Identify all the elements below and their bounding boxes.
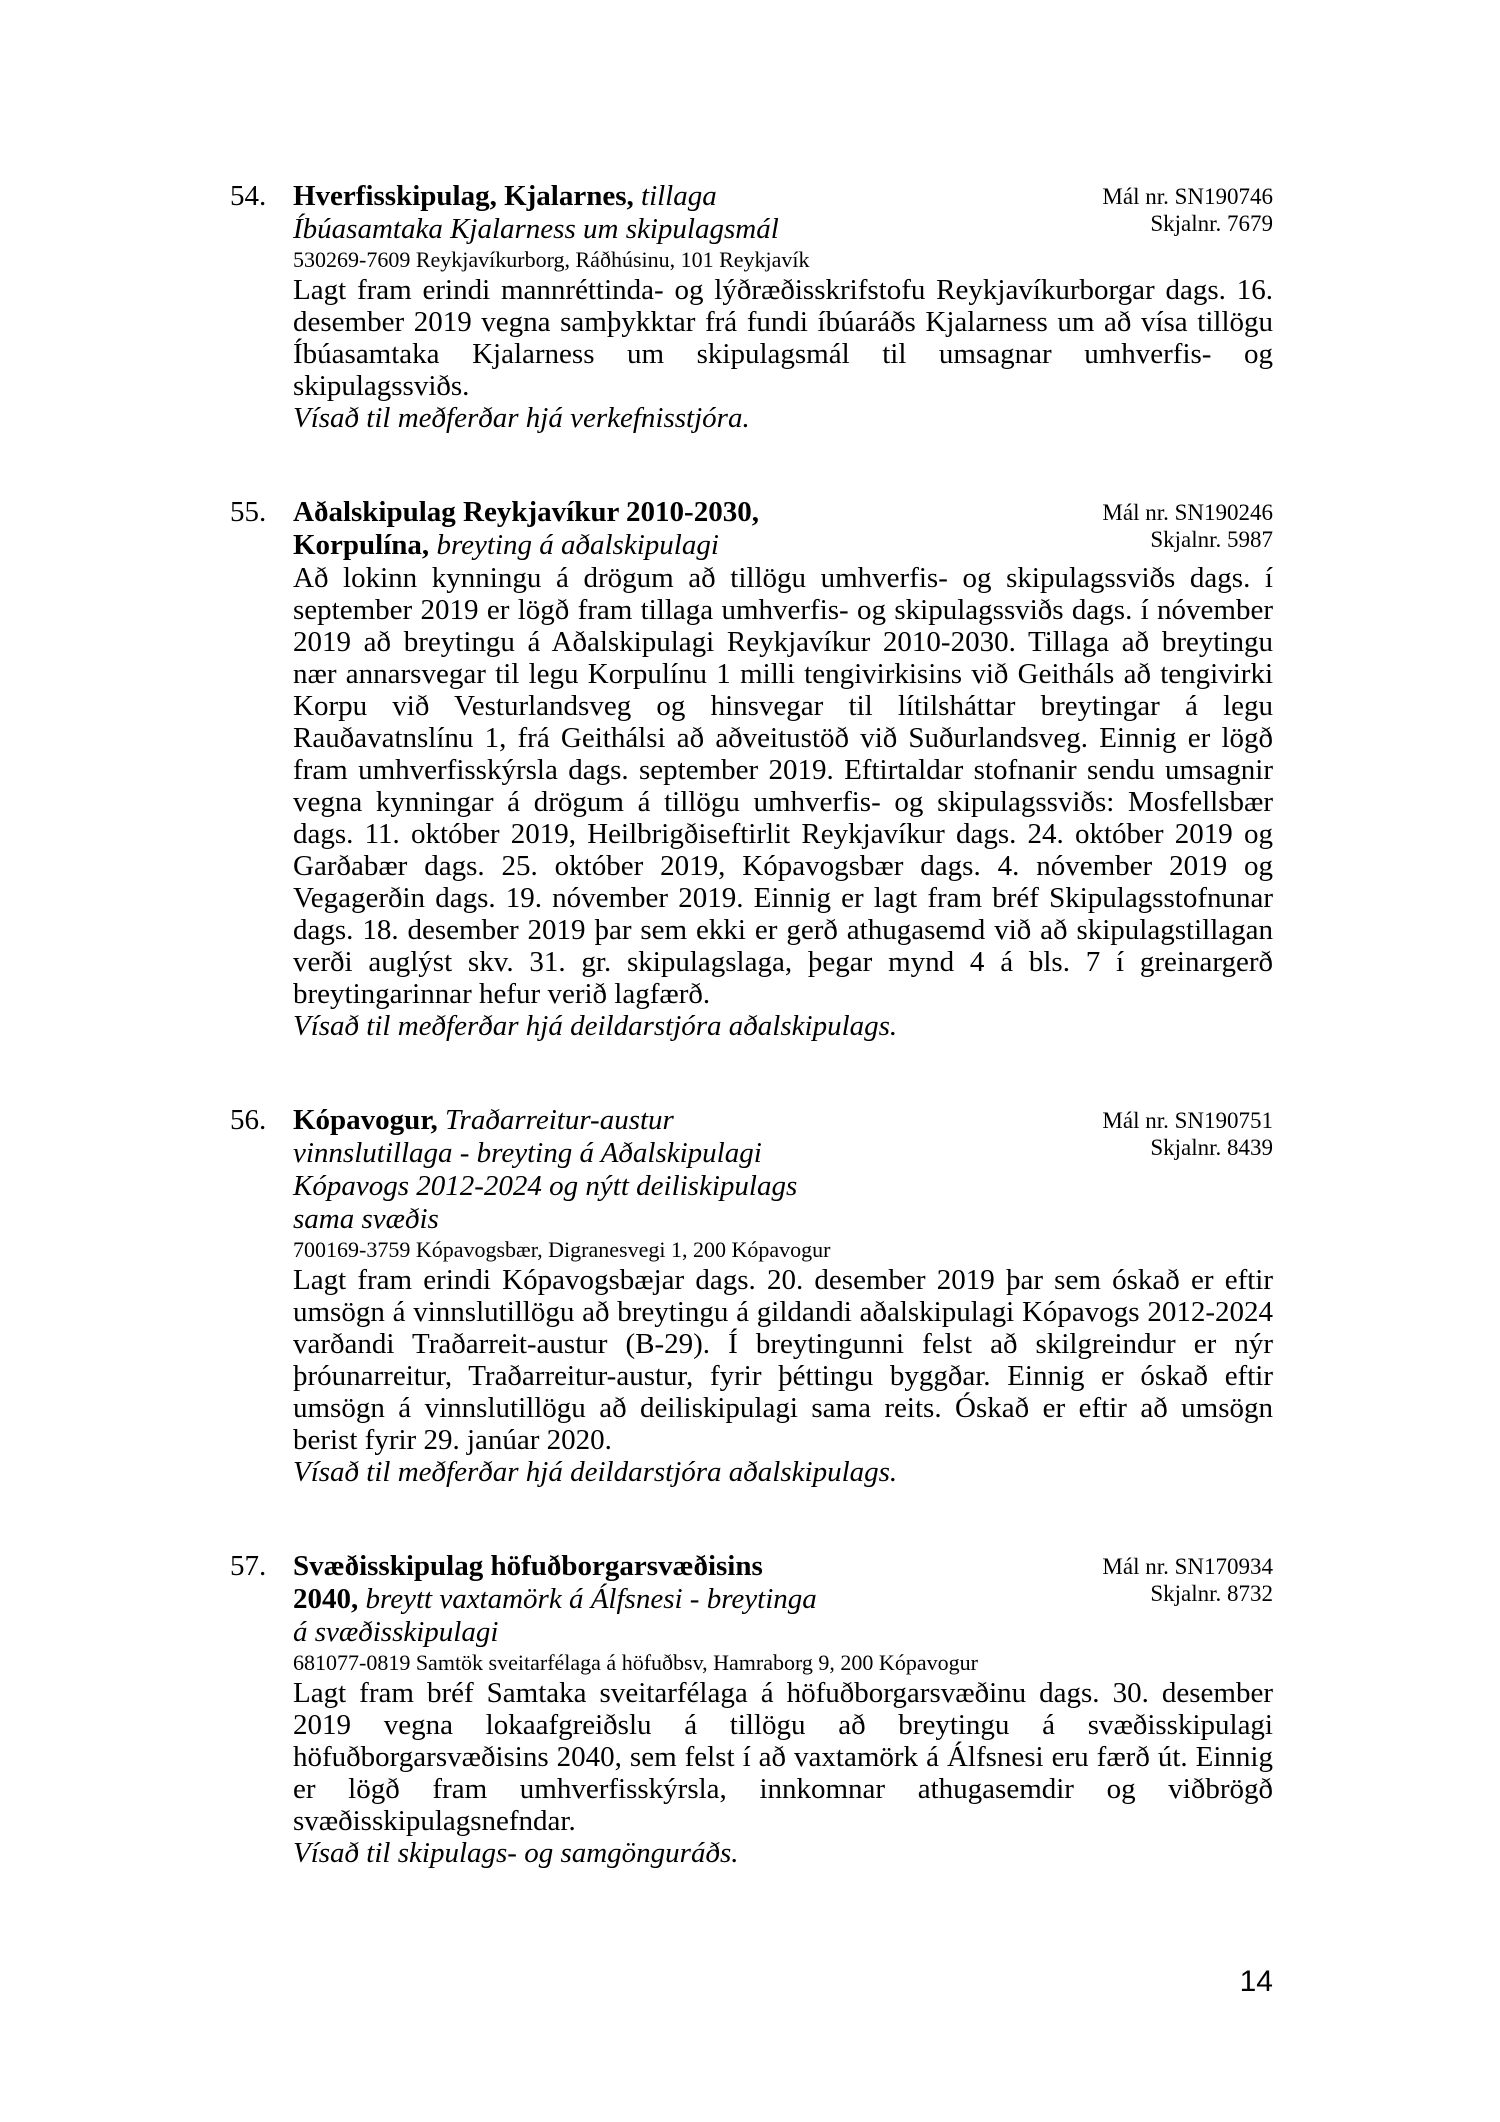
item-meta <box>1102 499 1273 553</box>
item-title-bold: Hverfisskipulag, Kjalarnes, <box>293 180 634 212</box>
item-number: 55. <box>230 496 267 528</box>
item-number: 56. <box>230 1104 267 1136</box>
item-title-bold: 2040, <box>293 1583 359 1615</box>
page-number: 14 <box>1239 1965 1273 1998</box>
item-referral: Vísað til skipulags- og samgönguráðs. <box>293 1837 739 1869</box>
item-body: Að lokinn kynningu á drögum að tillögu umhverfis- og skipulagssviðs dags. í september 2019 er lögð fram tillaga umhverfis- og skipulagssviðs dags. í nóvember 2019 að breytingu á Aðalskipulagi Reykjavíkur 2010-2030. Tillaga að breytingu nær annarsvegar til legu Korpulínu 1 milli tengivirkisins við Geitháls að tengivirki Korpu við Vesturlandsveg og hinsvegar til lítilsháttar breytingar á legu Rauðavatnslínu 1, frá Geithálsi að aðveitustöð við Suðurlandsveg. Einnig er lögð fram umhverfisskýrsla dags. september 2019. Eftirtaldar stofnanir sendu umsagnir vegna kynningar á drögum á tillögu umhverfis- og skipulagssviðs: Mosfellsbær dags. 11. október 2019, Heilbrigðiseftirlit Reykjavíkur dags. 24. október 2019 og Garðabær dags. 25. október 2019, Kópavogsbær dags. 4. nóvember 2019 og Vegagerðin dags. 19. nóvember 2019. Einnig er lagt fram bréf Skipulagsstofnunar dags. 18. desember 2019 þar sem ekki er gerð athugasemd við að skipulagstillagan verði auglýst skv. 31. gr. skipulagslaga, þegar mynd 4 á bls. 7 í greinargerð breytingarinnar hefur verið lagfærð. <box>293 562 1273 1010</box>
agenda-item <box>230 496 1273 1042</box>
item-title-italic: vinnslutillaga - breyting á Aðalskipulagi <box>293 1137 762 1169</box>
agenda-item <box>230 1104 1273 1488</box>
agenda-list <box>230 180 1273 1931</box>
document-number: Skjalnr. 8732 <box>1150 1581 1273 1606</box>
item-number: 57. <box>230 1550 267 1582</box>
item-title-bold: Kópavogur, <box>293 1104 438 1136</box>
item-title-bold: Aðalskipulag Reykjavíkur 2010-2030, <box>293 496 759 528</box>
item-title-bold: Korpulína, <box>293 529 430 561</box>
agenda-item <box>230 180 1273 434</box>
case-number: Mál nr. SN170934 <box>1102 1554 1273 1579</box>
item-address: 530269-7609 Reykjavíkurborg, Ráðhúsinu, 101 Reykjavík <box>293 247 810 272</box>
item-meta <box>1102 1553 1273 1607</box>
agenda-item <box>230 1550 1273 1869</box>
case-number: Mál nr. SN190746 <box>1102 184 1273 209</box>
item-title-italic: á svæðisskipulagi <box>293 1616 499 1648</box>
case-number: Mál nr. SN190751 <box>1102 1108 1273 1133</box>
item-referral: Vísað til meðferðar hjá deildarstjóra aðalskipulags. <box>293 1456 898 1488</box>
item-meta <box>1102 183 1273 237</box>
item-number: 54. <box>230 180 267 212</box>
item-body: Lagt fram erindi mannréttinda- og lýðræðisskrifstofu Reykjavíkurborgar dags. 16. desember 2019 vegna samþykktar frá fundi íbúaráðs Kjalarness um að vísa tillögu Íbúasamtaka Kjalarness um skipulagsmál til umsagnar umhverfis- og skipulagssviðs. <box>293 274 1273 402</box>
item-meta <box>1102 1107 1273 1161</box>
document-number: Skjalnr. 5987 <box>1150 527 1273 552</box>
item-body: Lagt fram bréf Samtaka sveitarfélaga á höfuðborgarsvæðinu dags. 30. desember 2019 vegna lokaafgreiðslu á tillögu að breytingu á svæðisskipulagi höfuðborgarsvæðisins 2040, sem felst í að vaxtamörk á Álfsnesi eru færð út. Einnig er lögð fram umhverfisskýrsla, innkomnar athugasemdir og viðbrögð svæðisskipulagsnefndar. <box>293 1677 1273 1837</box>
item-referral: Vísað til meðferðar hjá deildarstjóra aðalskipulags. <box>293 1010 898 1042</box>
item-title-italic: Kópavogs 2012-2024 og nýtt deiliskipulags <box>293 1170 798 1202</box>
document-number: Skjalnr. 8439 <box>1150 1135 1273 1160</box>
item-title-italic: sama svæðis <box>293 1203 439 1235</box>
item-address: 681077-0819 Samtök sveitarfélaga á höfuðbsv, Hamraborg 9, 200 Kópavogur <box>293 1650 978 1675</box>
item-title-italic: Traðarreitur-austur <box>445 1104 674 1136</box>
item-body: Lagt fram erindi Kópavogsbæjar dags. 20. desember 2019 þar sem óskað er eftir umsögn á vinnslutillögu að breytingu á gildandi aðalskipulagi Kópavogs 2012-2024 varðandi Traðarreit-austur (B-29). Í breytingunni felst að skilgreindur er nýr þróunarreitur, Traðarreitur-austur, fyrir þéttingu byggðar. Einnig er óskað eftir umsögn á vinnslutillögu að deiliskipulagi sama reits. Óskað er eftir að umsögn berist fyrir 29. janúar 2020. <box>293 1264 1273 1456</box>
case-number: Mál nr. SN190246 <box>1102 500 1273 525</box>
document-number: Skjalnr. 7679 <box>1150 211 1273 236</box>
item-title-bold: Svæðisskipulag höfuðborgarsvæðisins <box>293 1550 763 1582</box>
item-address: 700169-3759 Kópavogsbær, Digranesvegi 1, 200 Kópavogur <box>293 1237 831 1262</box>
item-title-italic: Íbúasamtaka Kjalarness um skipulagsmál <box>293 213 779 245</box>
item-referral: Vísað til meðferðar hjá verkefnisstjóra. <box>293 402 750 434</box>
item-title-italic: tillaga <box>641 180 717 212</box>
item-title-italic: breytt vaxtamörk á Álfsnesi - breytinga <box>365 1583 817 1615</box>
item-title-italic: breyting á aðalskipulagi <box>436 529 719 561</box>
